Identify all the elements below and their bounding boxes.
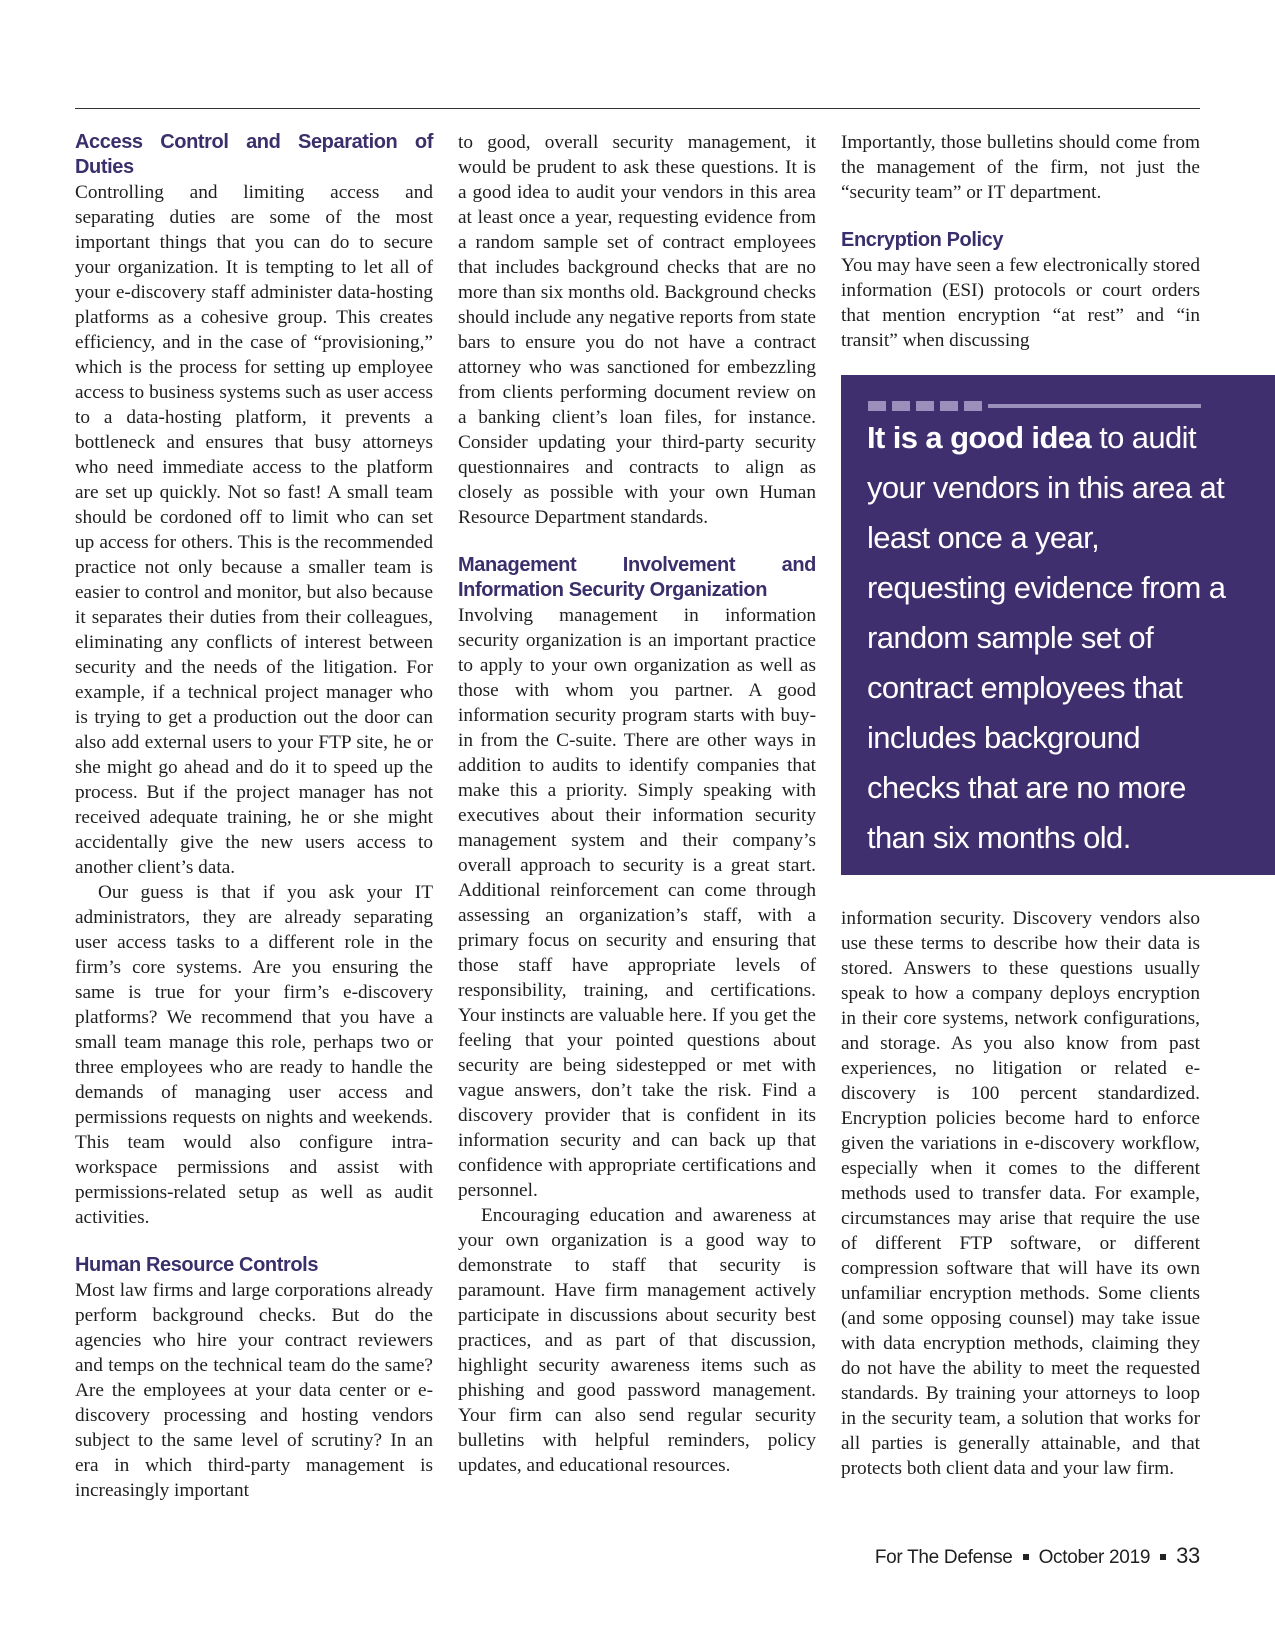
pull-quote-rest: to audit your vendors in this area at least once a year, requesting evidence from a random sample set of contract employees that includes background checks that are no more than six months old. [867,420,1226,855]
heading-management-involvement: Management Involvement and Information Security Organization [458,554,816,601]
paragraph: to good, overall security management, it would be prudent to ask these questions. It is a good idea to audit your vendors in this area at least once a year, requesting evidence from a random sample set of contract employees that includes background checks that are no more than six months old. Background checks should include any negative reports from state bars to ensure you do not have a contract attorney who was sanctioned for embezzling from clients performing document review on a banking client’s loan files, for instance. Consider updating your third-party security questionnaires and contracts to align as closely as possible with your own Human Resource Department standards. [458,132,816,528]
paragraph: Importantly, those bulletins should come from the management of the firm, not just the “security team” or IT department. [841,132,1200,203]
pull-quote-lead: It is a good idea [867,420,1092,455]
article-column-1 [75,130,433,1503]
paragraph: You may have seen a few electronically stored information (ESI) protocols or court orders that mention encryption “at rest” and “in transit” when discussing [841,255,1200,351]
paragraph: Controlling and limiting access and separating duties are some of the most important things that you can do to secure your organization. It is tempting to let all of your e-discovery staff administer data-hosting platforms as a cohesive group. This creates efficiency, and in the case of “provisioning,” which is the process for setting up employee access to business systems such as user access to a data-hosting platform, it prevents a bottleneck and ensures that busy attorneys who need immediate access to the platform are set up quickly. Not so fast! A small team should be cordoned off to limit who can set up access for others. This is the recommended practice not only because a smaller team is easier to control and monitor, but also because it separates their duties from their colleagues, eliminating any conflicts of interest between security and the needs of the litigation. For example, if a technical project manager who is trying to get a production out the door can also add external users to your FTP site, he or she might go ahead and do it to speed up the process. But if the project manager has not received adequate training, he or she might accidentally give the new users access to another client’s data. [75,182,433,878]
heading-encryption-policy: Encryption Policy [841,229,1004,251]
publication-name: For The Defense [874,1547,1013,1568]
paragraph: Encouraging education and awareness at your own organization is a good way to demonstrate to staff that security is paramount. Have firm management actively participate in discussions about security best practices, and as part of that discussion, highlight security awareness items such as phishing and good password management. Your firm can also send regular security bulletins with helpful reminders, policy updates, and educational resources. [458,1205,816,1476]
article-column-3-bottom [841,906,1200,1481]
separator-square-icon [1023,1554,1029,1560]
heading-access-control: Access Control and Separation of Duties [75,131,433,178]
page-number: 33 [1176,1543,1200,1568]
separator-square-icon [1160,1554,1166,1560]
article-column-2 [458,130,816,1478]
top-rule [75,108,1200,109]
paragraph: information security. Discovery vendors also use these terms to describe how their data is stored. Answers to these questions usually speak to how a company deploys encryption in their core systems, network configurations, and storage. As you also know from past experiences, no litigation or related e-discovery is 100 percent standardized. Encryption policies become hard to enforce given the variations in e-discovery workflow, especially when it comes to the different methods used to transfer data. For example, circumstances may arise that require the use of different FTP software, or different compression software that will have its own unfamiliar encryption methods. Some clients (and some opposing counsel) may take issue with data encryption methods, claiming they do not have the ability to meet the requested standards. By training your attorneys to loop in the security team, a solution that works for all parties is generally attainable, and that protects both client data and your law firm. [841,908,1200,1479]
heading-human-resource-controls: Human Resource Controls [75,1254,319,1276]
pull-quote-box [841,375,1275,875]
article-column-3-top [841,130,1200,353]
paragraph: Most law firms and large corporations already perform background checks. But do the agencies who hire your contract reviewers and temps on the technical team do the same? Are the employees at your data center or e-discovery processing and hosting vendors subject to the same level of scrutiny? In an era in which third-party management is increasingly important [75,1280,433,1501]
issue-date: October 2019 [1038,1547,1151,1568]
paragraph: Involving management in information security organization is an important practice to apply to your own organization as well as those with whom you partner. A good information security program starts with buy-in from the C-suite. There are other ways in addition to audits to identify companies that make this a priority. Simply speaking with executives about their information security management system and their company’s overall approach to security is a great start. Additional reinforcement can come through assessing an organization’s staff, with a primary focus on security and ensuring that those staff have appropriate levels of responsibility, training, and certifications. Your instincts are valuable here. If you get the feeling that your pointed questions about security are being sidestepped or met with vague answers, don’t take the risk. Find a discovery provider that is confident in its information security and can back up that confidence with appropriate certifications and personnel. [458,605,816,1201]
pull-quote-decoration [868,401,1201,411]
paragraph: Our guess is that if you ask your IT administrators, they are already separating user access tasks to a different role in the firm’s core systems. Are you ensuring the same is true for your firm’s e-discovery platforms? We recommend that you have a small team manage this role, perhaps two or three employees who are ready to handle the demands of managing user access and permissions requests on nights and weekends. This team would also configure intra-workspace permissions and assist with permissions-related setup as well as audit activities. [75,882,433,1228]
pull-quote-text [867,413,1227,863]
page-footer [875,1543,1200,1569]
